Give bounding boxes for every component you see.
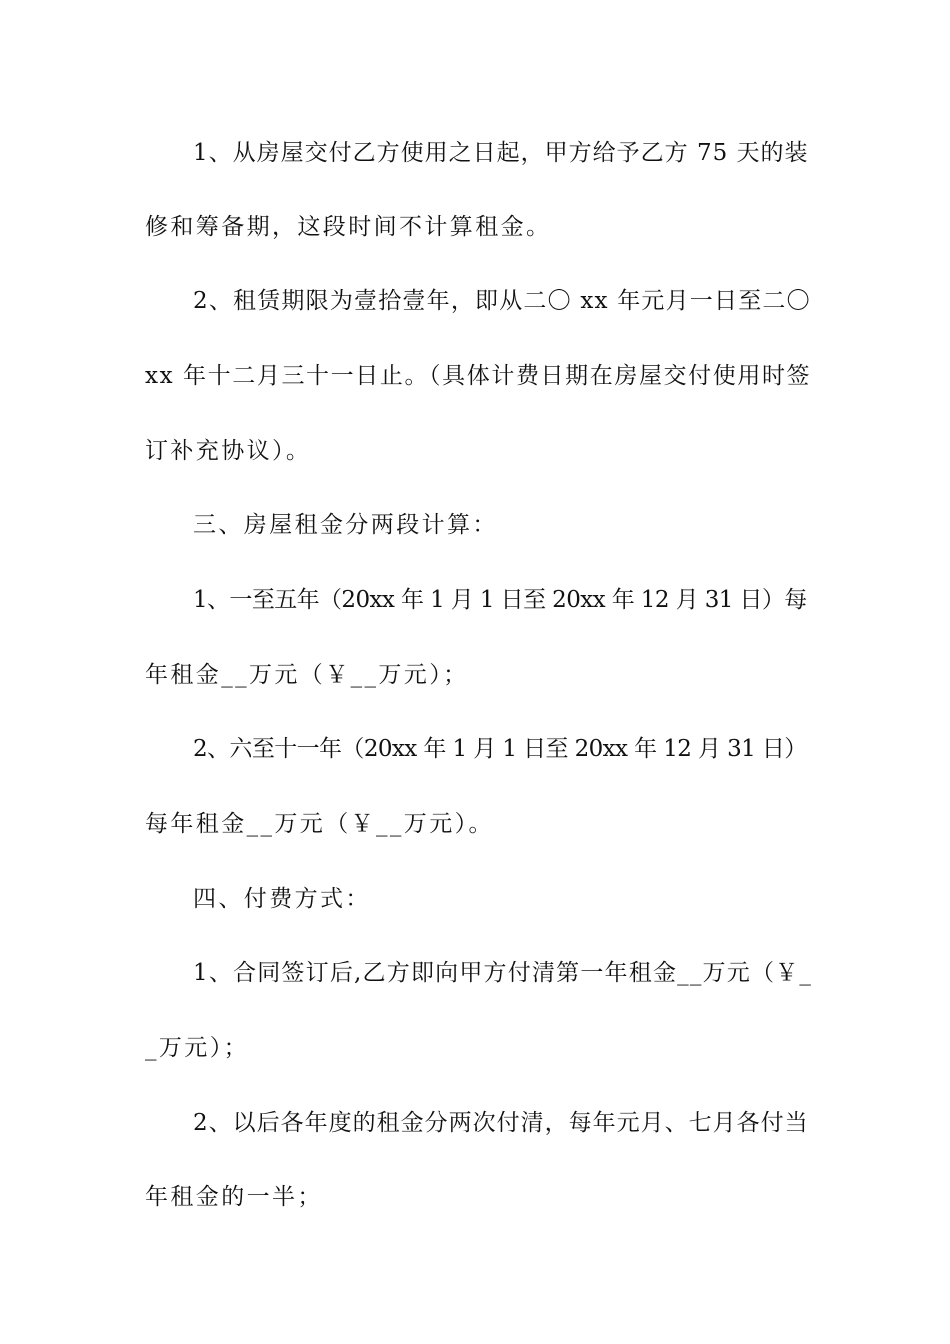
paragraph-6-line-2: 年租金的一半；	[145, 1184, 323, 1210]
paragraph-2-line-1: 2、租赁期限为壹拾壹年，即从二〇 xx 年元月一日至二〇	[193, 288, 811, 314]
paragraph-2-line-2: xx 年十二月三十一日止。（具体计费日期在房屋交付使用时签	[145, 363, 812, 389]
paragraph-6-line-1: 2、以后各年度的租金分两次付清，每年元月、七月各付当	[193, 1110, 809, 1136]
paragraph-3-line-2: 年租金__万元（￥__万元）；	[145, 662, 469, 688]
paragraph-1-line-2: 修和筹备期，这段时间不计算租金。	[145, 214, 552, 240]
paragraph-3-line-1: 1、一至五年（20xx 年 1 月 1 日至 20xx 年 12 月 31 日）每	[193, 587, 807, 613]
paragraph-4-line-2: 每年租金__万元（￥__万元）。	[145, 811, 494, 837]
section-heading-rent: 三、房屋租金分两段计算：	[193, 512, 498, 538]
section-heading-payment: 四、付费方式：	[193, 886, 371, 912]
paragraph-1-line-1: 1、从房屋交付乙方使用之日起，甲方给予乙方 75 天的装	[193, 140, 809, 166]
paragraph-5-line-2: _万元）；	[145, 1035, 249, 1061]
paragraph-2-line-3: 订补充协议）。	[145, 438, 312, 464]
paragraph-5-line-1: 1、合同签订后,乙方即向甲方付清第一年租金__万元（￥_	[193, 960, 813, 986]
paragraph-4-line-1: 2、六至十一年（20xx 年 1 月 1 日至 20xx 年 12 月 31 日）	[193, 736, 807, 762]
